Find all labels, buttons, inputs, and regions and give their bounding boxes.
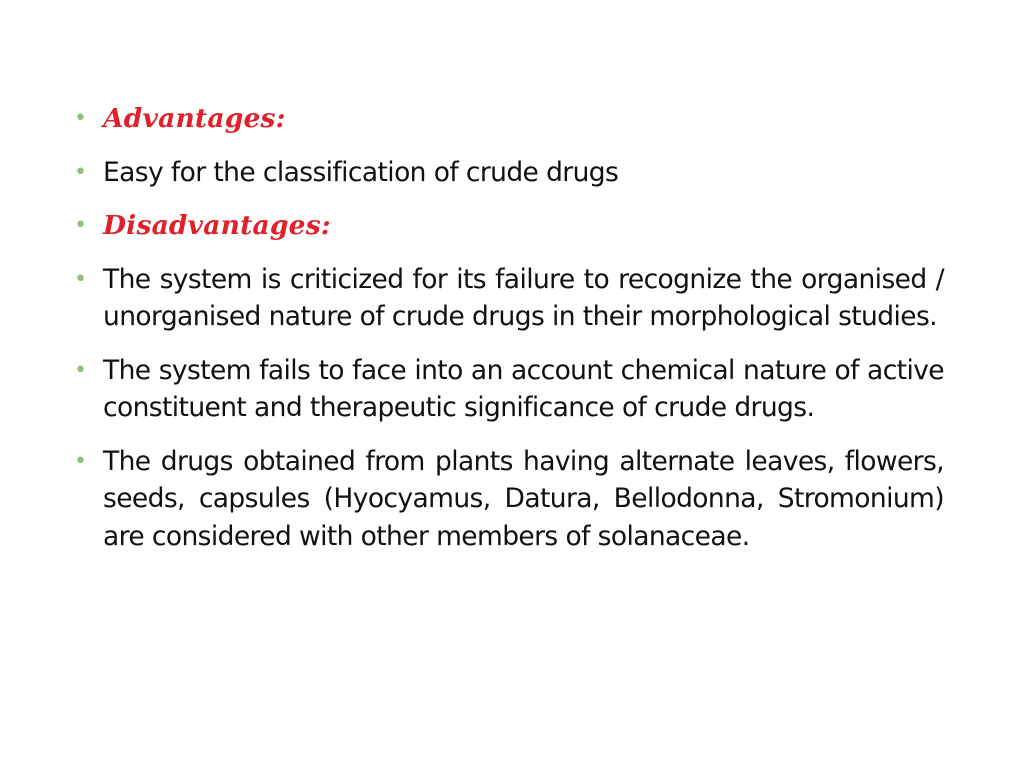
bullet-disadvantage-3 xyxy=(74,443,944,556)
bullet-advantages-heading xyxy=(74,100,944,138)
advantages-heading: Advantages: xyxy=(103,103,286,134)
bullet-marker: • xyxy=(74,357,87,383)
bullet-list xyxy=(74,100,944,571)
bullet-disadvantage-1 xyxy=(74,261,944,336)
bullet-marker: • xyxy=(74,159,87,185)
bullet-marker: • xyxy=(74,266,87,292)
disadvantage-2-text: The system fails to face into an account chemical nature of active constituent and therapeutic significance of crude drugs. xyxy=(103,354,944,423)
bullet-marker: • xyxy=(74,448,87,474)
disadvantage-3-text: The drugs obtained from plants having alternate leaves, flowers, seeds, capsules (Hyocyamus, Datura, Bellodonna, Stromonium) are considered with other members of solanaceae. xyxy=(103,445,944,552)
bullet-marker: • xyxy=(74,213,87,238)
bullet-marker: • xyxy=(74,106,87,131)
bullet-advantage-item xyxy=(74,154,944,192)
bullet-disadvantage-2 xyxy=(74,352,944,427)
disadvantage-1-text: The system is criticized for its failure to recognize the organised / unorganised nature of crude drugs in their morphological studies. xyxy=(103,263,944,332)
bullet-disadvantages-heading xyxy=(74,207,944,245)
disadvantages-heading: Disadvantages: xyxy=(103,210,331,241)
advantage-text: Easy for the classification of crude drugs xyxy=(103,156,619,188)
